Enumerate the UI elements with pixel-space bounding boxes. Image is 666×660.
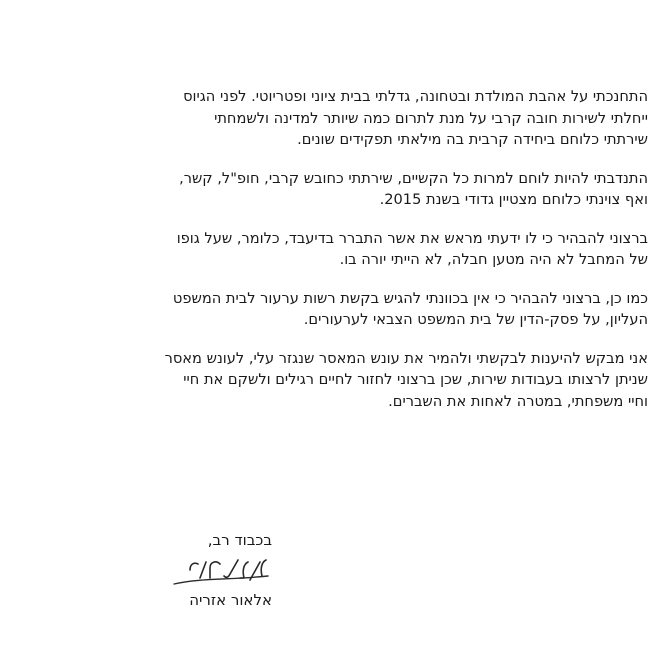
paragraph-line: התחנכתי על אהבת המולדת ובטחונה, גדלתי בבית ציוני ופטריוטי. לפני הגיוס [183,88,648,105]
paragraph-line: שניתן לרצותו בעבודות שירות, שכן ברצוני לחזור לחיים רגילים ולשקם את חיי [183,371,648,388]
handwritten-signature [170,554,270,588]
paragraph-line: ייחלתי לשירות חובה קרבי על מנת לתרום כמה שיותר למדינה ולשמחתי [214,109,648,127]
paragraph-line: כמו כן, ברצוני להבהיר כי אין בכוונתי להגיש בקשת רשות ערעור לבית המשפט [172,289,648,307]
paragraph-upbringing [28,86,648,151]
paragraph-line: ואף צוינתי כלוחם מצטיין גדודי בשנת 2015. [379,191,648,208]
paragraph-line: ברצוני להבהיר כי לו ידעתי מראש את אשר התברר בדיעבד, כלומר, שעל גופו [176,229,648,247]
paragraph-clarification [28,228,648,271]
paragraph-line: וחיי משפחתי, במטרה לאחות את השברים. [388,392,648,410]
paragraph-line: של המחבל לא היה מטען חבלה, לא הייתי יורה בו. [339,251,648,268]
signer-name: אלאור אזריה [189,591,272,609]
paragraph-line: שירתתי כלוחם ביחידה קרבית בה מילאתי תפקידים שונים. [297,131,648,148]
closing-salutation: בכבוד רב, [207,531,272,549]
paragraph-no-appeal [28,288,648,331]
letter-body [28,86,648,429]
paragraph-request [28,348,648,413]
paragraph-line: העליון, על פסק-הדין של בית המשפט הצבאי לערעורים. [303,311,648,328]
paragraph-line: התנדבתי להיות לוחם למרות כל הקשיים, שירתתי כחובש קרבי, חופ"ל, קשר, [179,169,648,187]
paragraph-service [28,168,648,211]
paragraph-line: אני מבקש להיענות לבקשתי ולהמיר את עונש המאסר שנגזר עלי, לעונש מאסר [164,349,648,367]
